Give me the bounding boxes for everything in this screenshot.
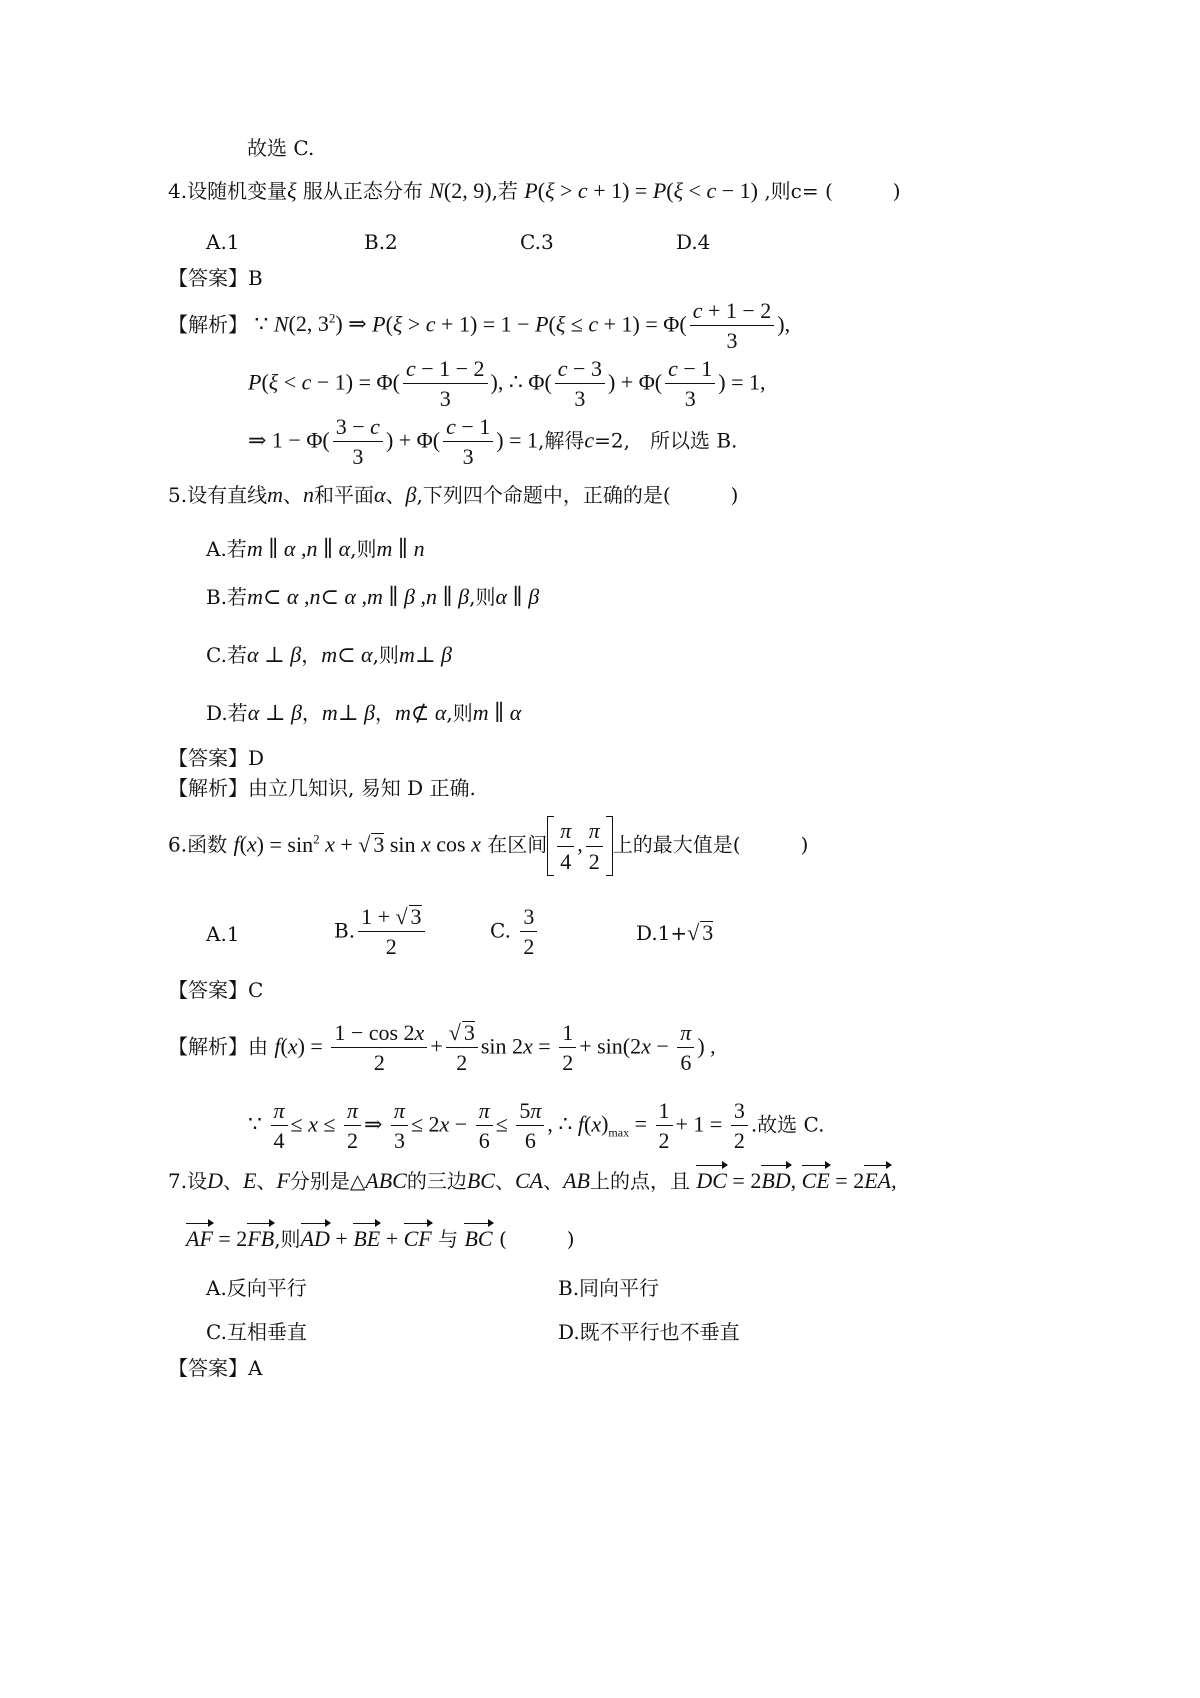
q5-option-d: D.若α ⊥ β，m⊥ β，m⊄ α,则m ∥ α	[206, 700, 522, 725]
q5-option-c: C.若α ⊥ β，m⊂ α,则m⊥ β	[206, 642, 452, 667]
q4-option-c: C.3	[520, 230, 554, 254]
q7-stem-line-2: AF = 2FB,则AD + BE + CF 与 BC ( )	[186, 1226, 575, 1251]
q7-option-a: A.反向平行	[206, 1276, 307, 1300]
q5-analysis: 【解析】由立几知识, 易知 D 正确.	[168, 776, 476, 800]
q4-option-d: D.4	[676, 230, 711, 254]
q6-answer: 【答案】C	[168, 978, 264, 1002]
q4-stem: 4.设随机变量ξ 服从正态分布 N(2, 9),若 P(ξ > c + 1) = P(ξ < c − 1) ,则c= ( )	[168, 178, 901, 203]
q6-analysis-line-1: 【解析】由 f(x) = $\frac{1 - \cos 2x}{2}$ + $\frac{√ 3}{2}$ sin 2x = $\frac{1}{2}$ + sin(2x − $\frac{\pi}{6}$ ) ,	[168, 1020, 716, 1076]
q7-answer: 【答案】A	[168, 1356, 263, 1380]
q4-analysis-line-3: ⇒ 1 − Φ( $\frac{3 - c}{3}$ ) + Φ( $\frac{c - 1}{3}$ ) = 1,解得c=2, 所以选 B.	[248, 414, 738, 470]
q5-stem: 5.设有直线m、n和平面α、β,下列四个命题中，正确的是( )	[168, 482, 739, 507]
q7-stem-line-1: 7.设D、E、F分别是△ABC的三边BC、CA、AB上的点，且 DC = 2BD, CE = 2EA,	[168, 1168, 897, 1193]
q4-answer: 【答案】B	[168, 266, 263, 290]
q6-option-c: C. $\frac{3}{2}$	[490, 904, 540, 960]
q5-option-a: A.若m ∥ α ,n ∥ α,则m ∥ n	[206, 536, 425, 561]
q6-option-b: B. $\frac{1 + √ 3}{2}$	[334, 904, 428, 960]
q4-analysis-line-1: 【解析】 ∵ N(2, $3^2$) ⇒ P(ξ > c + 1) = 1 − P(ξ ≤ c + 1) = Φ( $\frac{c + 1 - 2}{3}$ ),	[168, 298, 791, 354]
q4-option-a: A.1	[206, 230, 240, 254]
q6-option-a: A.1	[206, 922, 240, 946]
q7-option-c: C.互相垂直	[206, 1320, 307, 1344]
q6-stem: 6.函数 $f(x) = \sin^2 x$ + √ 3 sin x cos x 在区间 $\frac{\pi}{4}$ , $\frac{\pi}{2}$ 上的最大值是( )	[168, 816, 808, 876]
q6-analysis-line-2: ∵ $\frac{\pi}{4}$ ≤ x ≤ $\frac{\pi}{2}$ ⇒ $\frac{\pi}{3}$ ≤ 2x − $\frac{\pi}{6}$ ≤ $\frac{5\pi}{6}$ , ∴ $f(x)_{max}$ = $\frac{1}{2}$ + 1 = $\frac{3}{2}$ .故选 C.	[248, 1098, 825, 1154]
q6-option-d: D.1+√ 3	[636, 920, 714, 945]
q5-answer: 【答案】D	[168, 746, 265, 770]
q5-option-b: B.若m⊂ α ,n⊂ α ,m ∥ β ,n ∥ β,则α ∥ β	[206, 584, 540, 609]
q7-option-b: B.同向平行	[558, 1276, 660, 1300]
q3-conclusion: 故选 C.	[247, 136, 315, 160]
q7-option-d: D.既不平行也不垂直	[558, 1320, 740, 1344]
q4-analysis-line-2: P(ξ < c − 1) = Φ( $\frac{c - 1 - 2}{3}$ ), ∴ Φ( $\frac{c - 3}{3}$ ) + Φ( $\frac{c - 1}{3}$ ) = 1,	[248, 356, 766, 412]
q4-option-b: B.2	[364, 230, 398, 254]
